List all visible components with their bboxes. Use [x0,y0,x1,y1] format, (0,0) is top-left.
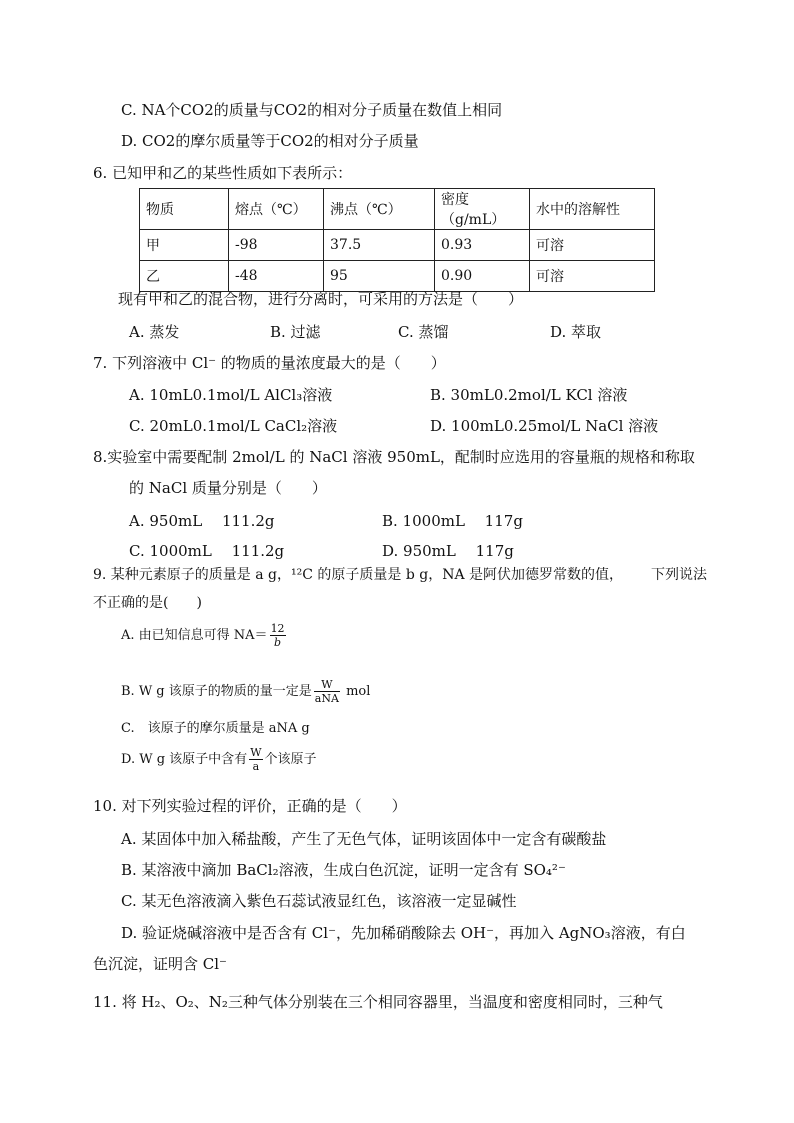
table-cell: 0.90 [435,261,530,292]
q8-option-b: B. 1000mL 117g [382,512,523,530]
q8-option-d: D. 950mL 117g [382,542,514,560]
table-cell: 甲 [140,230,229,261]
table-cell: 0.93 [435,230,530,261]
q7-option-b: B. 30mL0.2mol/L KCl 溶液 [430,386,628,404]
table-header-cell: 密度（g/mL） [435,189,530,230]
q9-option-d [121,746,317,773]
fraction-numerator: 12 [270,622,285,635]
table-cell: 可溶 [530,261,655,292]
fraction [314,678,340,705]
unit-label: mol [346,684,371,699]
properties-table [139,188,655,292]
table-row [140,230,655,261]
table-header-cell: 沸点（℃） [324,189,435,230]
q9-stem-line1: 9. 某种元素原子的质量是 a g，¹²C 的原子质量是 b g，NA 是阿伏加德罗常数的值， [93,567,624,583]
q10-option-b: B. 某溶液中滴加 BaCl₂溶液，生成白色沉淀，证明一定含有 SO₄²⁻ [121,861,566,879]
q6-question: 现有甲和乙的混合物，进行分离时，可采用的方法是（ ） [118,290,524,308]
q9-option-a-text: A. 由已知信息可得 NA＝ [121,628,268,643]
q9-option-b-text: B. W g 该原子的物质的量一定是 [121,684,312,699]
q6-option-b: B. 过滤 [270,323,321,341]
q8-option-c: C. 1000mL 111.2g [129,542,285,560]
q9-stem-line1-tail: 下列说法 [651,567,707,583]
fraction-numerator: W [321,678,333,691]
q8-stem-line2: 的 NaCl 质量分别是（ ） [129,479,327,497]
q7-option-c: C. 20mL0.1mol/L CaCl₂溶液 [129,417,338,435]
q10-option-d-line2: 色沉淀，证明含 Cl⁻ [93,955,227,973]
q9-option-c: C. 该原子的摩尔质量是 aNA g [121,721,310,736]
table-header-cell: 熔点（℃） [229,189,324,230]
table-header-cell: 物质 [140,189,229,230]
q9-option-d-text: D. W g 该原子中含有 [121,752,248,767]
table-cell: 95 [324,261,435,292]
fraction-denominator: a [249,759,262,773]
q6-option-d: D. 萃取 [550,323,602,341]
table-cell: -48 [229,261,324,292]
q9-stem-line2: 不正确的是( ) [93,595,202,611]
fraction-numerator: W [250,746,262,759]
q7-stem: 7. 下列溶液中 Cl⁻ 的物质的量浓度最大的是（ ） [93,354,446,372]
q5-option-c: C. NA个CO2的质量与CO2的相对分子质量在数值上相同 [121,101,503,119]
q10-option-c: C. 某无色溶液滴入紫色石蕊试液显红色，该溶液一定显碱性 [121,892,517,910]
table-cell: -98 [229,230,324,261]
fraction-denominator: b [270,635,286,649]
q10-stem: 10. 对下列实验过程的评价，正确的是（ ） [93,797,407,815]
table-header-cell: 水中的溶解性 [530,189,655,230]
q10-option-d-line1: D. 验证烧碱溶液中是否含有 Cl⁻，先加稀硝酸除去 OH⁻，再加入 AgNO₃溶液，有白 [121,924,686,942]
fraction [270,622,286,649]
q9-option-d-tail: 个该原子 [264,752,317,767]
table-cell: 37.5 [324,230,435,261]
fraction-denominator: aNA [314,692,339,705]
q6-option-c: C. 蒸馏 [398,323,449,341]
q9-option-b [121,678,370,705]
table-header-row [140,189,655,230]
q11-stem: 11. 将 H₂、O₂、N₂三种气体分别装在三个相同容器里，当温度和密度相同时，三种气 [93,993,663,1011]
q5-option-d: D. CO2的摩尔质量等于CO2的相对分子质量 [121,132,419,150]
table-cell: 乙 [140,261,229,292]
fraction [249,746,262,773]
q6-option-a: A. 蒸发 [129,323,180,341]
q7-option-d: D. 100mL0.25mol/L NaCl 溶液 [430,417,659,435]
table-row [140,261,655,292]
q7-option-a: A. 10mL0.1mol/L AlCl₃溶液 [129,386,333,404]
q6-stem: 6. 已知甲和乙的某些性质如下表所示： [93,164,353,182]
q10-option-a: A. 某固体中加入稀盐酸，产生了无色气体，证明该固体中一定含有碳酸盐 [121,830,607,848]
q9-option-a [121,622,288,649]
table-cell: 可溶 [530,230,655,261]
q8-stem-line1: 8.实验室中需要配制 2mol/L 的 NaCl 溶液 950mL，配制时应选用的容量瓶的规格和称取 [93,448,695,466]
q8-option-a: A. 950mL 111.2g [129,512,275,530]
